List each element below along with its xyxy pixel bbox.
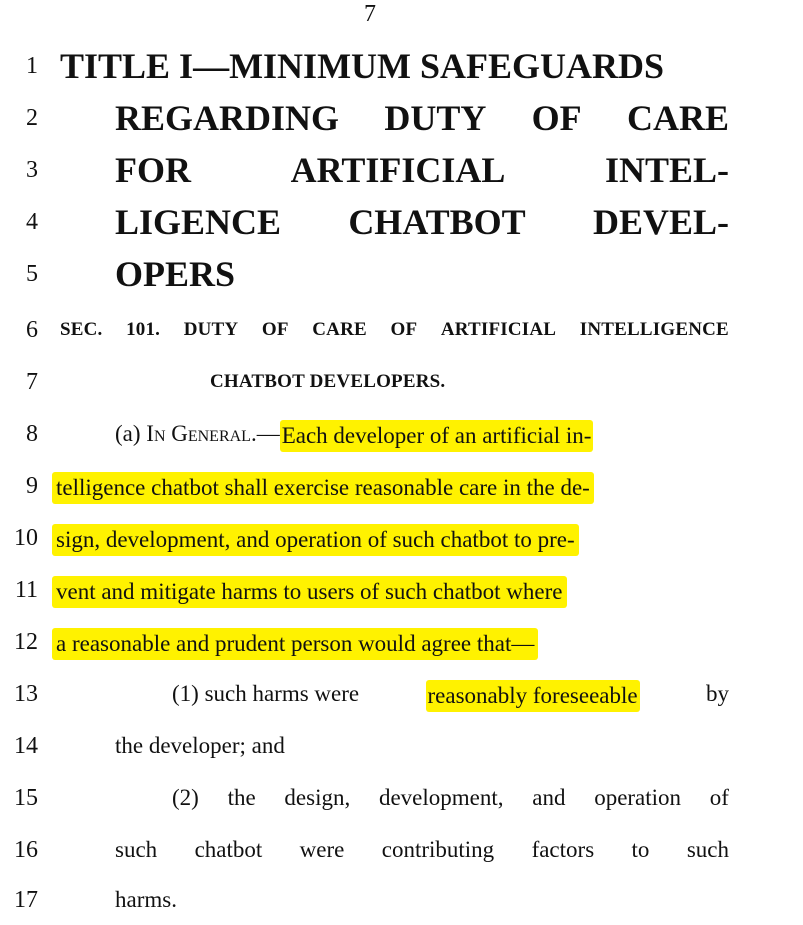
line-number: 8 [26, 421, 38, 447]
heading-word: DUTY [183, 319, 239, 340]
line-number: 1 [26, 53, 38, 79]
heading-word: ARTIFICIAL [440, 319, 557, 340]
title-word: CARE [626, 98, 729, 138]
body-text: harms. [115, 887, 177, 912]
title-word: LIGENCE [115, 202, 282, 242]
line-number: 14 [14, 733, 38, 759]
line-number: 16 [14, 837, 38, 863]
subsection-text [115, 420, 729, 452]
word: to [631, 837, 650, 862]
body-text [58, 628, 729, 660]
section-heading [60, 316, 729, 344]
title-word: FOR [115, 150, 191, 190]
word: (2) [172, 785, 199, 810]
highlighted-text: vent and mitigate harms to users of such chatbot where [52, 576, 567, 608]
title-line: TITLE I—MINIMUM SAFEGUARDS [60, 46, 665, 86]
word: chatbot [194, 837, 263, 862]
line-number: 11 [14, 577, 38, 603]
title-word: ARTIFICIAL [290, 150, 506, 190]
title-line [115, 98, 729, 138]
heading-word: INTELLIGENCE [579, 319, 729, 340]
title-word: CHATBOT [348, 202, 526, 242]
body-text [58, 524, 729, 556]
title-word: OF [531, 98, 582, 138]
body-text [58, 472, 729, 504]
heading-word: OF [390, 319, 418, 340]
paragraph-text [172, 784, 729, 812]
heading-word: CARE [312, 319, 367, 340]
line-number: 13 [14, 681, 38, 707]
highlighted-text: Each developer of an artificial in- [280, 420, 594, 452]
line-number: 2 [26, 105, 38, 131]
page-number: 7 [364, 1, 376, 27]
title-word: REGARDING [115, 98, 340, 138]
line-number: 6 [26, 317, 38, 343]
title-line [115, 150, 729, 190]
body-text: by [705, 681, 729, 706]
body-text [115, 836, 729, 864]
word: such [115, 837, 158, 862]
subsection-enum: (a) [115, 421, 147, 446]
line-number: 17 [14, 887, 38, 913]
word: such [686, 837, 729, 862]
word: and [532, 785, 566, 810]
heading-word: 101. [126, 319, 161, 340]
word: factors [531, 837, 595, 862]
line-number: 5 [26, 261, 38, 287]
em-dash: .— [250, 421, 280, 446]
highlighted-text: telligence chatbot shall exercise reasonable care in the de- [52, 472, 594, 504]
subsection-label [115, 420, 280, 452]
body-text [58, 576, 729, 608]
title-word: DEVEL- [592, 202, 729, 242]
word: design, [284, 785, 351, 810]
line-number: 4 [26, 209, 38, 235]
heading-word: SEC. [60, 319, 103, 340]
section-heading-continued: CHATBOT DEVELOPERS. [210, 371, 446, 392]
line-number: 3 [26, 157, 38, 183]
highlighted-text: a reasonable and prudent person would agree that— [52, 628, 538, 660]
title-word: INTEL- [604, 150, 729, 190]
word: contributing [381, 837, 495, 862]
body-text: the developer; and [115, 733, 285, 758]
word: the [227, 785, 256, 810]
highlighted-text: sign, development, and operation of such chatbot to pre- [52, 524, 579, 556]
title-word: DUTY [384, 98, 487, 138]
word: were [299, 837, 345, 862]
body-text: (1) such harms were [172, 681, 360, 706]
word: development, [378, 785, 504, 810]
subsection-heading: In General [146, 421, 251, 446]
title-line: OPERS [115, 254, 236, 294]
heading-word: OF [261, 319, 289, 340]
line-number: 10 [14, 525, 38, 551]
word: of [709, 785, 729, 810]
line-number: 12 [14, 629, 38, 655]
line-number: 7 [26, 369, 38, 395]
title-line [115, 202, 729, 242]
word: operation [594, 785, 682, 810]
highlighted-text: reasonably foreseeable [426, 680, 640, 712]
line-number: 15 [14, 785, 38, 811]
line-number: 9 [26, 473, 38, 499]
paragraph-text [172, 680, 729, 712]
